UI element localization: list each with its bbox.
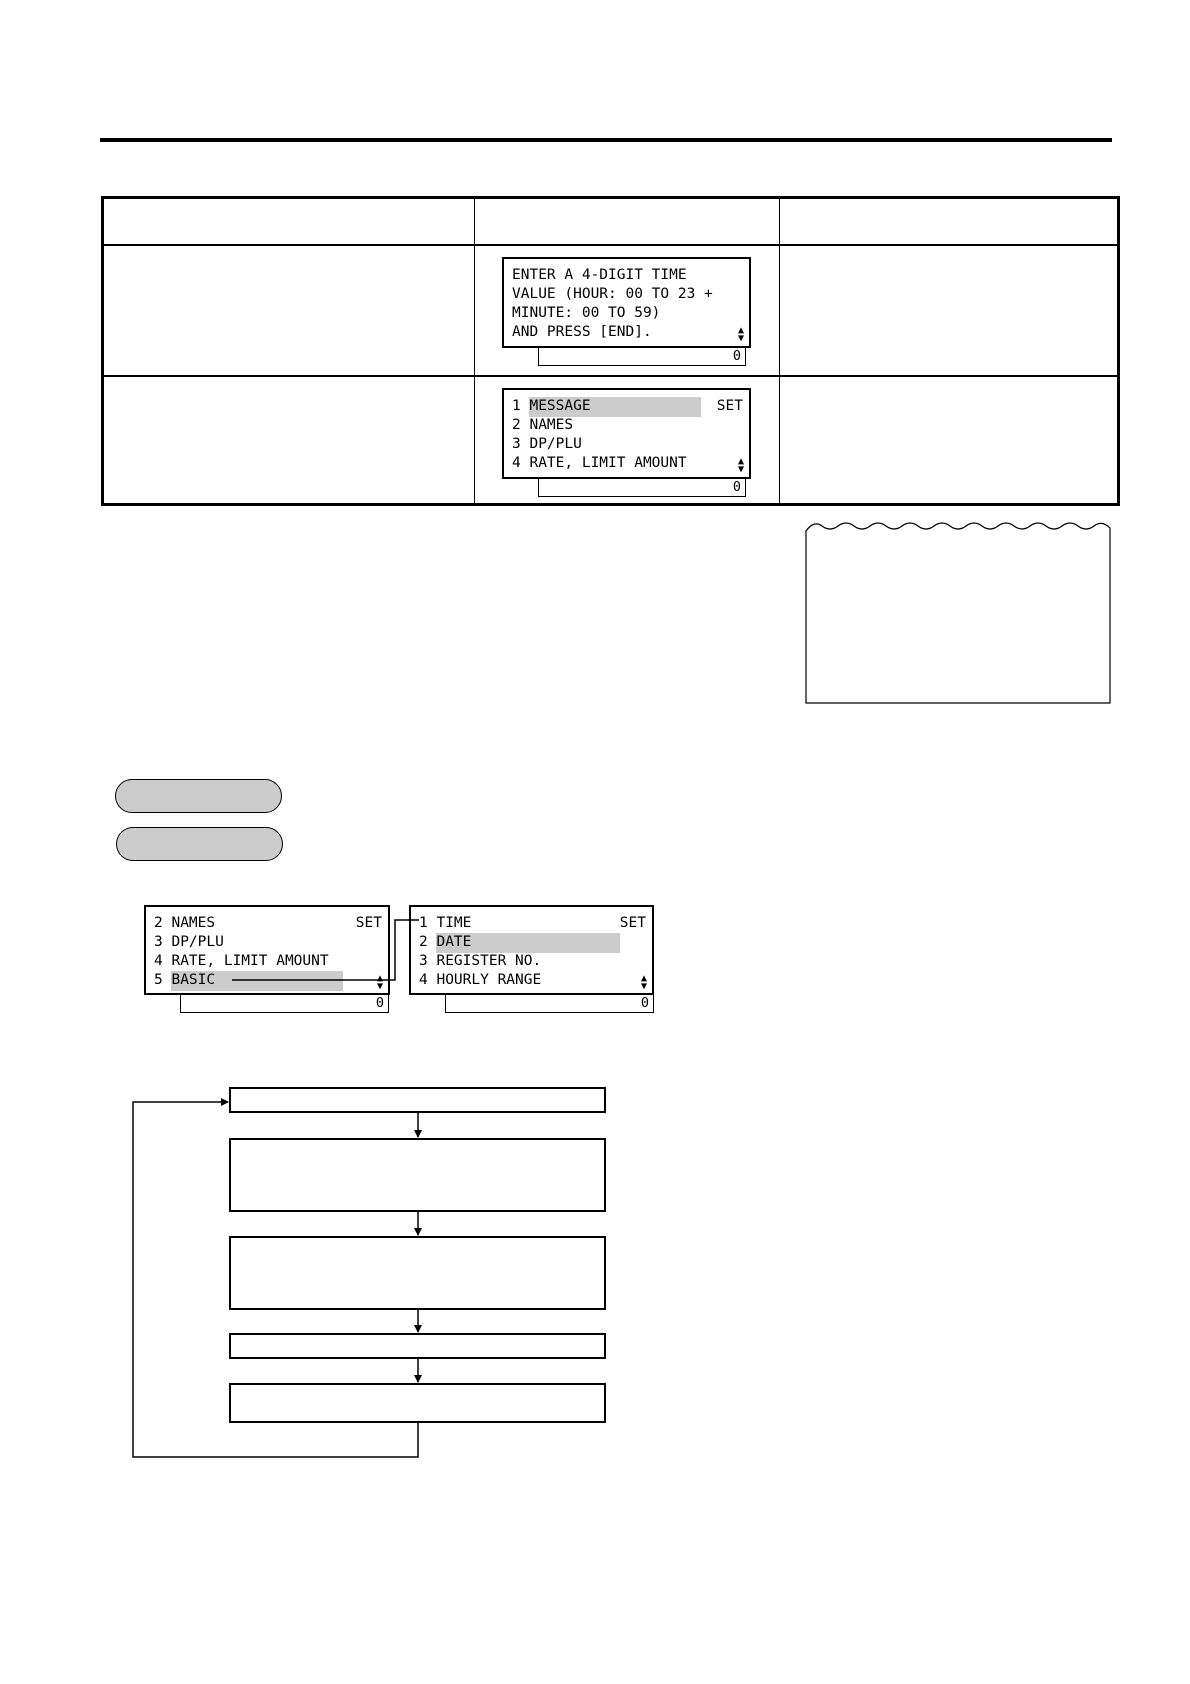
- menu-item-hourly-range: [419, 971, 541, 991]
- menu-item-label: HOURLY RANGE: [436, 972, 542, 988]
- menu-item-label: BASIC: [171, 971, 343, 991]
- scroll-updown-icon: ▲ ▼: [640, 973, 647, 992]
- lcd-counter: 0: [445, 995, 654, 1013]
- menu-item-dp-plu: [154, 933, 224, 953]
- lcd-line: AND PRESS [END].: [512, 324, 652, 340]
- flowchart-arrows: [120, 1090, 620, 1470]
- menu-item-message: [512, 397, 701, 417]
- receipt-illustration: [805, 518, 1111, 704]
- lcd-main-menu: [502, 388, 751, 479]
- menu-item-number: 1: [419, 915, 428, 931]
- menu-item-number: 4: [419, 972, 428, 988]
- menu-item-label: DATE: [436, 933, 620, 953]
- menu-item-label: REGISTER NO.: [436, 953, 542, 969]
- table-column-divider: [779, 199, 780, 503]
- mode-set-label: SET: [619, 915, 646, 931]
- menu-item-number: 2: [154, 915, 163, 931]
- procedure-table: [101, 196, 1120, 506]
- menu-item-label: DP/PLU: [529, 436, 582, 452]
- menu-item-label: RATE, LIMIT AMOUNT: [171, 953, 329, 969]
- lcd-line: MINUTE: 00 TO 59): [512, 305, 661, 321]
- menu-item-number: 4: [154, 953, 163, 969]
- mode-indicator-pill: [116, 827, 283, 861]
- mode-indicator-pill: [115, 779, 282, 813]
- menu-item-label: MESSAGE: [529, 397, 701, 417]
- scroll-updown-icon: ▲ ▼: [376, 973, 383, 992]
- menu-item-number: 2: [419, 934, 428, 950]
- menu-item-number: 5: [154, 972, 163, 988]
- lcd-line: VALUE (HOUR: 00 TO 23 +: [512, 286, 713, 302]
- menu-item-number: 3: [512, 436, 521, 452]
- menu-item-number: 3: [419, 953, 428, 969]
- menu-item-label: RATE, LIMIT AMOUNT: [529, 455, 687, 471]
- table-column-divider: [474, 199, 475, 503]
- menu-item-number: 4: [512, 455, 521, 471]
- lcd-basic-submenu: [409, 905, 654, 995]
- mode-set-label: SET: [355, 915, 382, 931]
- menu-item-time: [419, 914, 471, 934]
- scroll-updown-icon: ▲ ▼: [737, 456, 744, 475]
- lcd-line: ENTER A 4-DIGIT TIME: [512, 267, 687, 283]
- receipt-paper-icon: [805, 518, 1111, 704]
- lcd-counter: 0: [180, 995, 389, 1013]
- table-header-divider: [104, 244, 1117, 246]
- menu-item-names: [512, 416, 573, 436]
- lcd-counter: 0: [538, 479, 746, 497]
- menu-item-label: TIME: [436, 915, 472, 931]
- menu-item-label: NAMES: [171, 915, 216, 931]
- table-row-divider: [104, 375, 1117, 377]
- menu-item-dp-plu: [512, 435, 582, 455]
- lcd-counter: 0: [538, 348, 746, 366]
- menu-item-names: [154, 914, 215, 934]
- menu-item-label: DP/PLU: [171, 934, 224, 950]
- menu-item-number: 2: [512, 417, 521, 433]
- menu-item-label: NAMES: [529, 417, 574, 433]
- menu-item-rate-limit: [512, 454, 687, 474]
- menu-item-date: [419, 933, 620, 953]
- menu-item-number: 3: [154, 934, 163, 950]
- menu-item-number: 1: [512, 398, 521, 414]
- header-rule: [100, 138, 1112, 142]
- menu-connector-line: [220, 915, 420, 985]
- menu-item-register-no: [419, 952, 541, 972]
- scroll-updown-icon: ▲ ▼: [737, 325, 744, 344]
- mode-set-label: SET: [716, 398, 743, 414]
- lcd-time-entry: [502, 257, 751, 348]
